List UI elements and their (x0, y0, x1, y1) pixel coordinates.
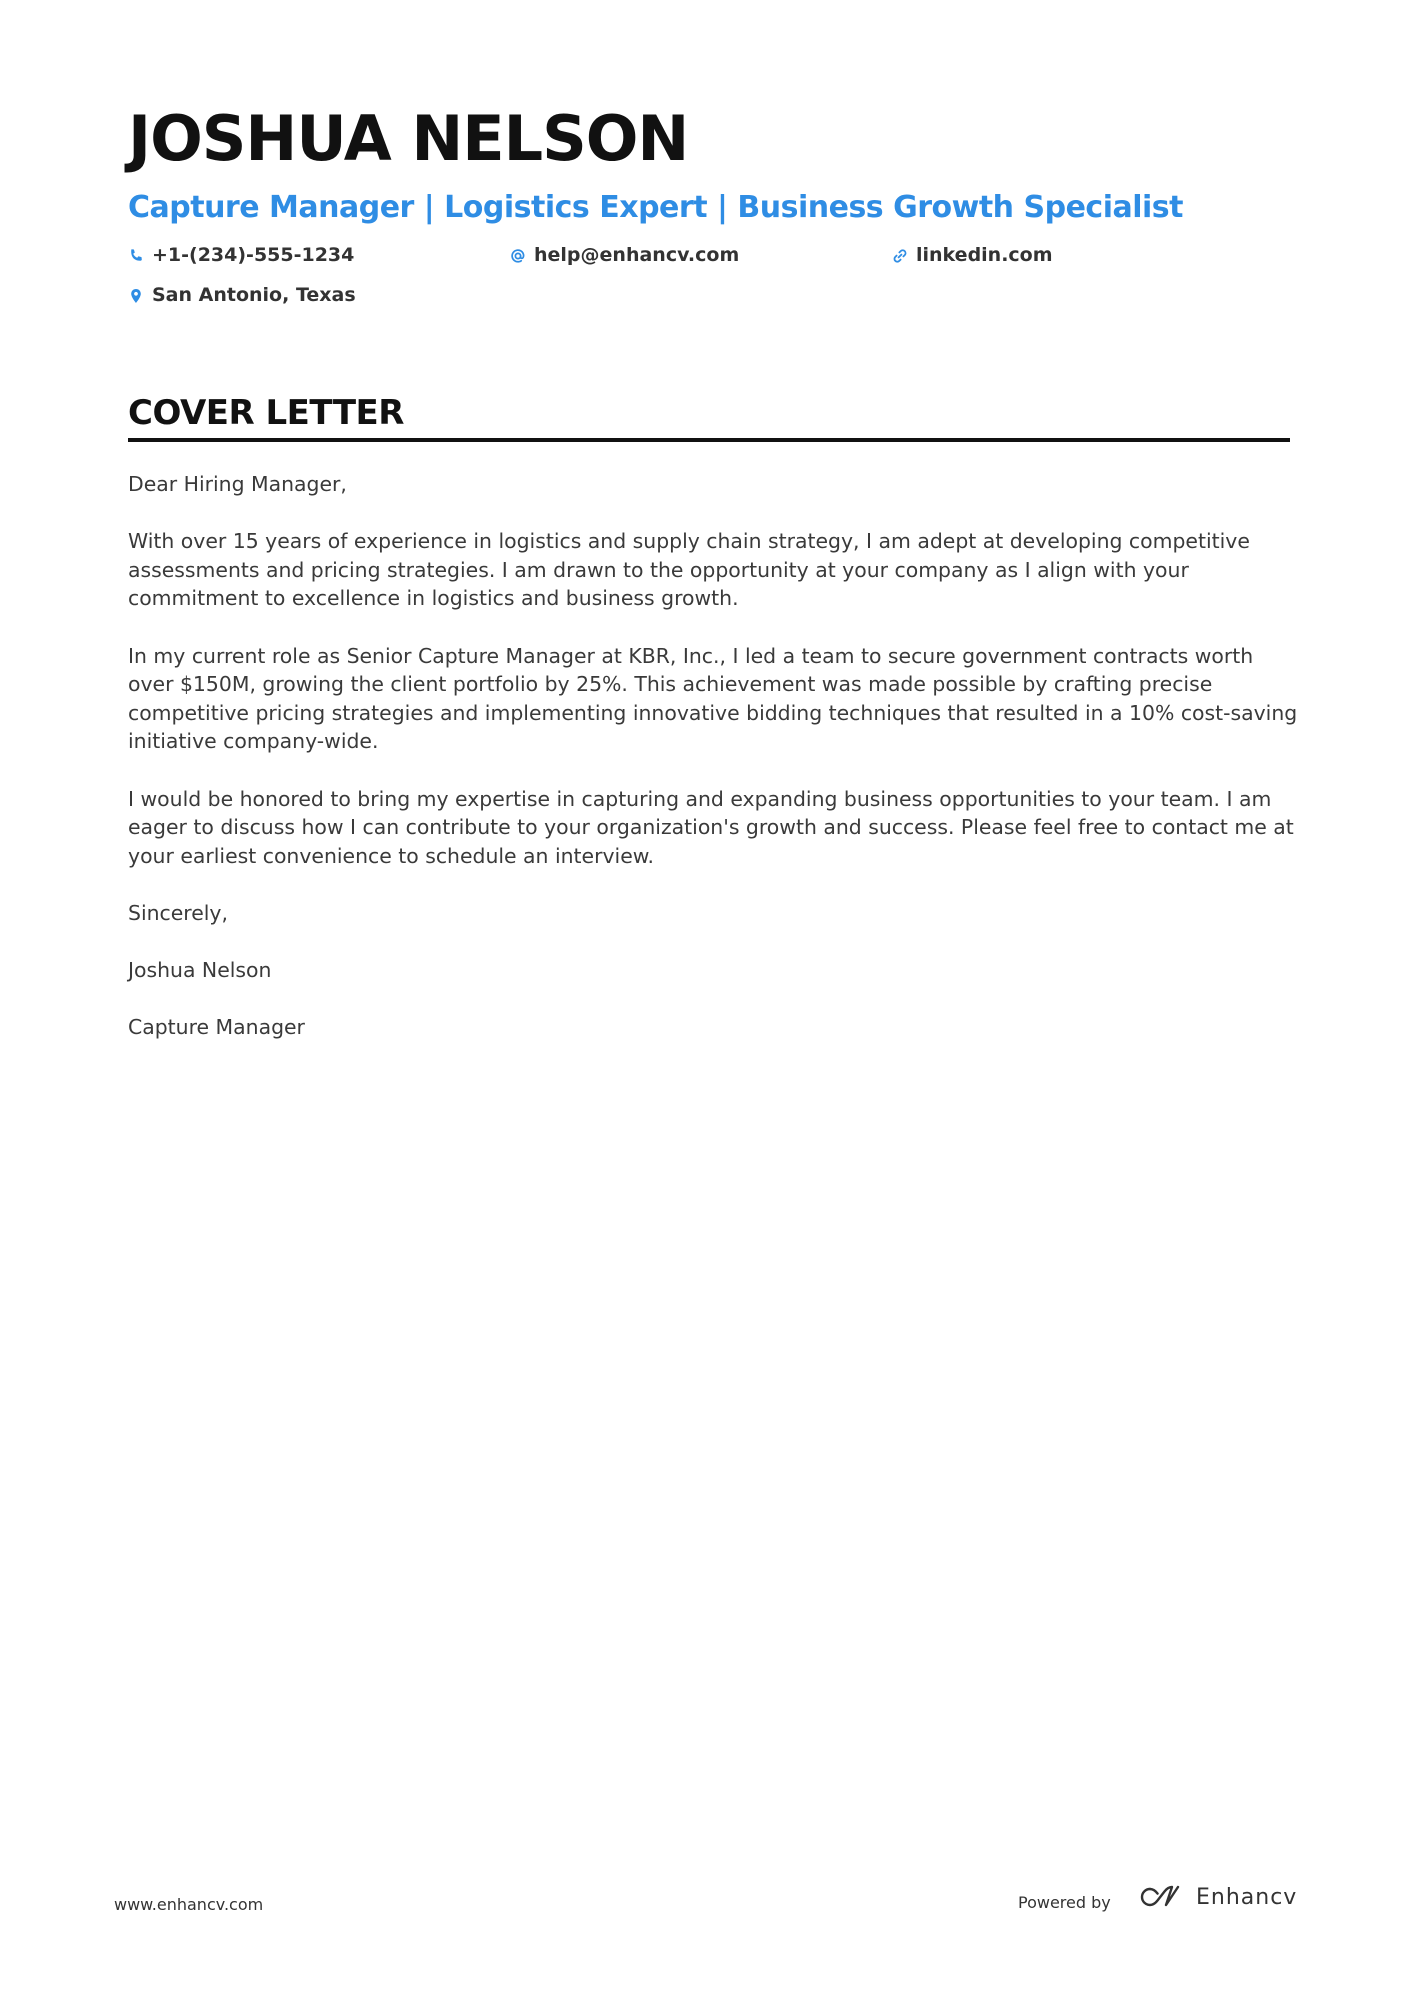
candidate-name: JOSHUA NELSON (128, 102, 689, 175)
phone-icon (128, 248, 144, 264)
contact-phone[interactable] (128, 246, 354, 265)
signature-name: Joshua Nelson (128, 958, 272, 983)
link-icon (892, 248, 908, 264)
section-title: COVER LETTER (128, 393, 404, 433)
contact-location (128, 286, 356, 305)
enhancv-brand[interactable] (1138, 1883, 1297, 1911)
contact-email[interactable] (510, 246, 739, 265)
letter-salutation: Dear Hiring Manager, (128, 472, 347, 496)
letter-paragraph-3: I would be honored to bring my expertise in capturing and expanding business opportunities to your team. I am eager to discuss how I can contribute to your organization's growth and success. Please feel free to contact me at your earliest convenience to schedule an interview. (128, 786, 1294, 868)
signature-title: Capture Manager (128, 1015, 305, 1040)
letter-closing: Sincerely, (128, 900, 228, 925)
at-icon (510, 248, 526, 264)
enhancv-logo-icon (1138, 1883, 1184, 1911)
powered-by-label: Powered by (1018, 1893, 1111, 1912)
contact-email-value: help@enhancv.com (534, 244, 740, 266)
enhancv-brand-name: Enhancv (1196, 1884, 1298, 1910)
section-divider (128, 438, 1290, 442)
letter-paragraph-1: With over 15 years of experience in logistics and supply chain strategy, I am adept at developing competitive assessments and pricing strategies. I am drawn to the opportunity at your company as I align with your commitment to excellence in logistics and business growth. (128, 529, 1250, 611)
map-pin-icon (128, 288, 144, 304)
candidate-headline: Capture Manager | Logistics Expert | Business Growth Specialist (128, 190, 1183, 225)
contact-location-value: San Antonio, Texas (152, 284, 356, 306)
contact-linkedin[interactable] (892, 246, 1053, 265)
footer-website-link[interactable]: www.enhancv.com (114, 1895, 264, 1914)
letter-body (128, 470, 1298, 1070)
contact-linkedin-value: linkedin.com (916, 244, 1053, 266)
letter-paragraph-2: In my current role as Senior Capture Manager at KBR, Inc., I led a team to secure government contracts worth over $150M, growing the client portfolio by 25%. This achievement was made possible by crafting precise competitive pricing strategies and implementing innovative bidding techniques that resulted in a 10% cost-saving initiative company-wide. (128, 643, 1298, 754)
contact-phone-value: +1-(234)-555-1234 (152, 244, 355, 266)
